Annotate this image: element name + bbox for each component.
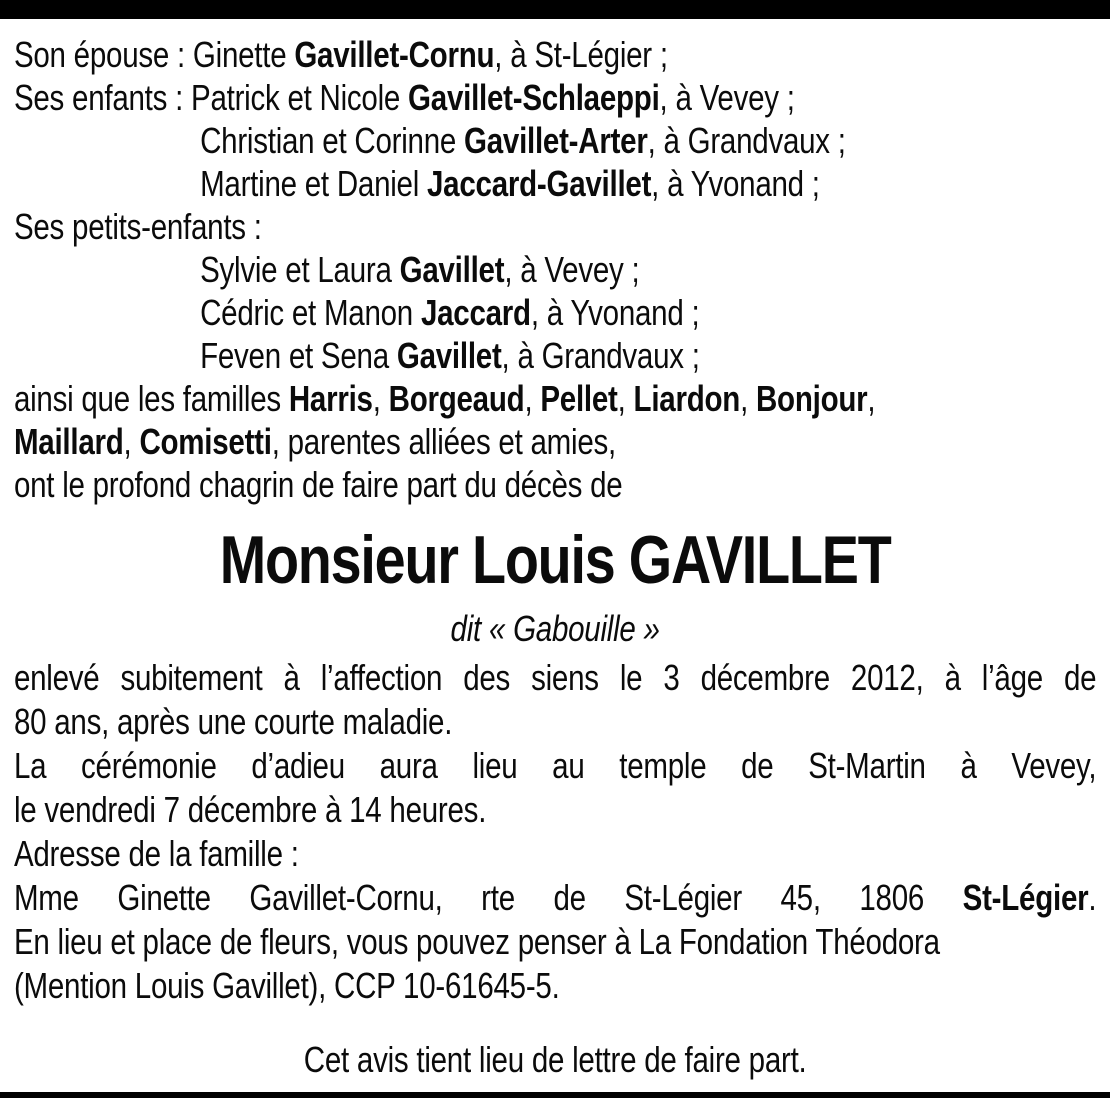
text-segment: La cérémonie d’adieu aura lieu au temple de St-Martin à Vevey, [13,745,1097,786]
text-segment: Cet avis tient lieu de lettre de faire part. [303,1039,807,1080]
line-death-details-2 [14,700,1096,744]
text-segment: Ses enfants : Patrick et Nicole [13,77,409,118]
text-segment: , parentes alliées et amies, [271,421,616,462]
text-segment: , à Vevey ; [504,249,640,290]
text-segment: , à Grandvaux ; [647,120,846,161]
line-children-3 [200,162,1096,205]
line-address-header [14,832,1096,876]
top-rule-bar [0,0,1110,19]
text-segment: Christian et Corinne [200,120,465,161]
family-name-bold: Comisetti [139,421,272,462]
text-segment: Son épouse : Ginette [13,34,295,75]
text-segment: Monsieur Louis GAVILLET [219,522,891,598]
line-ceremony-1 [14,744,1096,788]
line-ceremony-2 [14,788,1096,832]
nickname-subtitle [14,606,1096,652]
text-segment: , à Grandvaux ; [501,335,700,376]
text-segment: Ses petits-enfants : [13,206,262,247]
text-segment: , [740,378,756,419]
family-name-bold: Gavillet-Schlaeppi [408,77,660,118]
family-name-bold: Gavillet [396,335,502,376]
text-segment: dit « Gabouille » [450,608,660,649]
line-death-details-1 [14,656,1096,700]
text-segment: Cédric et Manon [200,292,421,333]
text-segment: . [1088,877,1097,918]
text-segment: , à St-Légier ; [494,34,668,75]
line-grandchildren-header [14,205,1096,248]
family-name-bold: Gavillet-Arter [464,120,648,161]
line-children-2 [200,119,1096,162]
footer-notice [14,1038,1096,1082]
family-name-bold: Maillard [13,421,124,462]
line-announcement [14,463,1096,506]
line-donation-2 [14,964,1096,1008]
deceased-name-title [14,522,1096,598]
family-name-bold: Bonjour [755,378,868,419]
family-name-bold: Pellet [540,378,618,419]
family-name-bold: Jaccard-Gavillet [427,163,652,204]
line-grandchild-2 [200,291,1096,334]
line-children-1 [14,76,1096,119]
family-name-bold: Gavillet [399,249,505,290]
text-segment: En lieu et place de fleurs, vous pouvez penser à La Fondation Théodora [13,921,940,962]
text-segment: Martine et Daniel [200,163,428,204]
family-name-bold: Jaccard [420,292,531,333]
text-segment: , à Yvonand ; [530,292,700,333]
obituary-notice-body [0,19,1110,1082]
family-name-bold: Liardon [633,378,741,419]
text-segment: Sylvie et Laura [200,249,400,290]
text-segment: , [867,378,876,419]
bottom-rule-bar [0,1092,1110,1098]
line-donation-1 [14,920,1096,964]
text-segment: enlevé subitement à l’affection des siens le 3 décembre 2012, à l’âge de [13,657,1097,698]
family-name-bold: Gavillet-Cornu [294,34,495,75]
family-name-bold: Borgeaud [388,378,525,419]
text-segment: , [372,378,389,419]
line-spouse [14,33,1096,76]
text-segment: , à Yvonand ; [651,163,820,204]
line-grandchild-3 [200,334,1096,377]
line-address [14,876,1096,920]
text-segment: , à Vevey ; [659,77,795,118]
line-families-1 [14,377,1096,420]
text-segment: ainsi que les familles [13,378,289,419]
text-segment: 80 ans, après une courte maladie. [13,701,453,742]
text-segment: , [524,378,541,419]
text-segment: , [617,378,634,419]
text-segment: , [123,421,140,462]
text-segment: le vendredi 7 décembre à 14 heures. [13,789,487,830]
family-name-bold: Harris [288,378,373,419]
family-name-bold: St-Légier [962,877,1089,918]
text-segment: (Mention Louis Gavillet), CCP 10-61645-5. [13,965,560,1006]
text-segment: ont le profond chagrin de faire part du décès de [13,464,623,505]
text-segment: Mme Ginette Gavillet-Cornu, rte de St-Légier 45, 1806 [13,877,963,918]
line-grandchild-1 [200,248,1096,291]
text-segment: Adresse de la famille : [13,833,299,874]
text-segment: Feven et Sena [200,335,397,376]
line-families-2 [14,420,1096,463]
